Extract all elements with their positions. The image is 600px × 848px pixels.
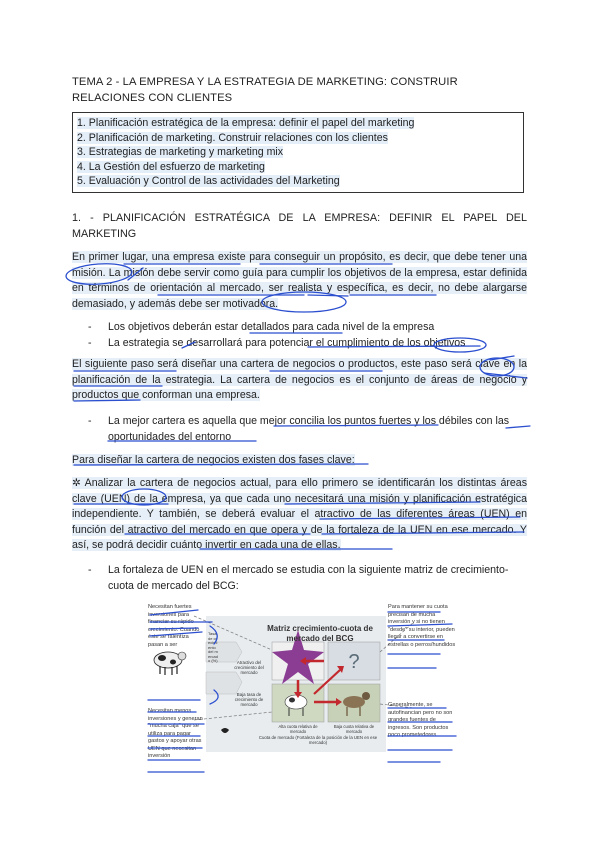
figure-title: Matriz crecimiento-cuota de mercado del BCG xyxy=(267,624,373,643)
figure-x-axis: Cuota de mercado (Fortaleza de la posición de la UEN en ese mercado) xyxy=(258,735,378,746)
figure-y-axis: Tasa de crecimiento del mercado (%) xyxy=(208,631,219,663)
bullet-strategy-text: La estrategia se desarrollará para potenciar el cumplimiento de los objetivos xyxy=(108,337,466,349)
figure-high-growth: Atractivo del crecimiento del mercado xyxy=(234,660,264,676)
paragraph-analysis xyxy=(72,476,527,554)
figure-low-share: Baja cuota relativa de mercado xyxy=(333,724,375,734)
paragraph-two-phases-text: Para diseñar la cartera de negocios existen dos fases clave: xyxy=(72,454,355,466)
figure-high-share: Alta cuota relativa de mercado xyxy=(278,724,318,734)
toc-item-4 xyxy=(77,160,518,175)
figure-low-growth: Baja tasa de crecimiento de mercado xyxy=(234,692,264,708)
toc-item-3-label: 3. Estrategias de marketing y marketing mix xyxy=(77,146,284,159)
figure-note-bottom-right: Generalmente, se autofinancian pero no son grandes fuentes de ingresos. Son productos poco prometedores xyxy=(388,702,453,738)
paragraph-two-phases xyxy=(72,453,527,469)
bullet-dash: - xyxy=(88,564,92,576)
bcg-matrix-figure xyxy=(146,602,458,774)
table-of-contents xyxy=(72,112,524,193)
bullet-bcg-intro xyxy=(88,563,528,594)
toc-item-2-label: 2. Planificación de marketing. Construir relaciones con los clientes xyxy=(77,131,388,144)
figure-note-top-left: Necesitan fuertes inversiones para financiar su rápido crecimiento. Cuando éste se ralentiza pasan a ser xyxy=(148,604,200,648)
toc-item-1 xyxy=(77,116,518,131)
question-mark-icon: ? xyxy=(348,651,360,673)
paragraph-analysis-text: ✲ Analizar la cartera de negocios actual, para ello primero se identificarán los distintas áreas clave (UEN) de la empresa, ya que cada uno necesitará una misión y planificación estratégica independiente. Y también, se deberá evaluar el atractivo de las diferentes áreas (UEN) en función del atractivo del mercado en que opera y de la fortaleza de la UEN en ese mercado. Y así, se podrá decidir cuánto invertir en cada una de ellas. xyxy=(72,477,527,552)
paragraph-mission xyxy=(72,250,527,312)
bullet-strategy xyxy=(88,336,528,352)
bullet-dash: - xyxy=(88,321,92,333)
toc-item-4-label: 4. La Gestión del esfuerzo de marketing xyxy=(77,160,265,173)
toc-item-2 xyxy=(77,131,518,146)
section-heading: 1. - PLANIFICACIÓN ESTRATÉGICA DE LA EMPRESA: DEFINIR EL PAPEL DEL MARKETING xyxy=(72,212,527,240)
bullet-dash: - xyxy=(88,415,92,427)
bullet-dash: - xyxy=(88,337,92,349)
cow-illustration xyxy=(154,652,186,675)
figure-note-top-right: Para mantener su cuota precisan de mucha inversión y si no tienen "desde" su interior, pueden llegar a convertirse en estrellas o perros/hundidos xyxy=(388,604,456,648)
bullet-objectives-text: Los objetivos deberán estar detallados para cada nivel de la empresa xyxy=(108,321,435,333)
bullet-objectives xyxy=(88,320,528,336)
bullet-bcg-intro-text: La fortaleza de UEN en el mercado se estudia con la siguiente matriz de crecimiento-cuota de mercado del BCG: xyxy=(108,564,509,592)
toc-item-5 xyxy=(77,174,518,189)
bullet-best-portfolio xyxy=(88,414,528,445)
toc-item-3 xyxy=(77,145,518,160)
figure-note-bottom-left: Necesitan menos inversiones y generan "mucha caja" que se utiliza para pagar gastos y apoyar otras UEN que necesitan inversión xyxy=(148,708,203,759)
document-title: TEMA 2 - LA EMPRESA Y LA ESTRATEGIA DE MARKETING: CONSTRUIR RELACIONES CON CLIENTES xyxy=(72,76,458,104)
bullet-best-portfolio-text: La mejor cartera es aquella que mejor concilia los puntos fuertes y los débiles con las oportunidades del entorno xyxy=(108,415,510,443)
toc-item-1-label: 1. Planificación estratégica de la empresa: definir el papel del marketing xyxy=(77,117,415,129)
paragraph-mission-text: En primer lugar, una empresa existe para conseguir un propósito, es decir, que debe tener una misión. La misión debe servir como guía para cumplir los objetivos de la empresa, estar definida en términos de orientación al mercado, ser realista y específica, es decir, no debe alargarse demasiado, y además debe ser motivadora. xyxy=(72,251,527,310)
paragraph-portfolio xyxy=(72,357,527,404)
toc-item-5-label: 5. Evaluación y Control de las actividades del Marketing xyxy=(77,175,340,188)
paragraph-portfolio-text: El siguiente paso será diseñar una cartera de negocios o productos, este paso será clave en la planificación de la estrategia. La cartera de negocios es el conjunto de áreas de negocio y productos que conforman una empresa. xyxy=(72,358,527,402)
